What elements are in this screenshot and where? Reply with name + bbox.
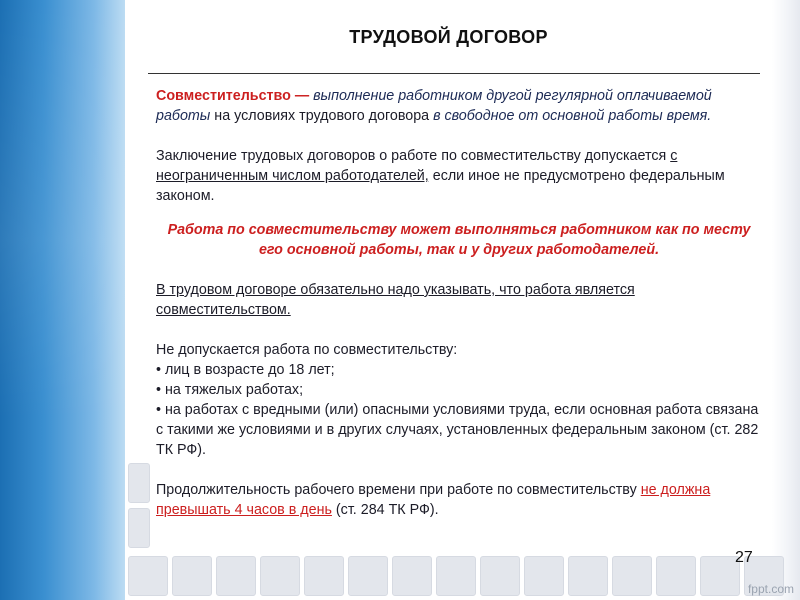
decorative-tile bbox=[304, 556, 344, 596]
definition-text-1: выполнение работником другой регулярной оплачиваемой работы bbox=[156, 88, 712, 124]
side-panel-gradient bbox=[0, 0, 125, 600]
decorative-tile bbox=[348, 556, 388, 596]
contract-paragraph bbox=[156, 146, 762, 206]
decorative-tile bbox=[260, 556, 300, 596]
duration-paragraph bbox=[156, 480, 762, 520]
watermark: fppt.com bbox=[747, 582, 794, 596]
contract-text-3: если иное не предусмотрено федеральным законом. bbox=[156, 168, 725, 204]
decorative-tile bbox=[612, 556, 652, 596]
slide-title: ТРУДОВОЙ ДОГОВОР bbox=[349, 27, 548, 47]
not-allowed-item: • на работах с вредными (или) опасными условиями труда, если основная работа связана с такими же условиями и в других случаях, установленных федеральным законом (ст. 282 ТК РФ). bbox=[156, 402, 759, 458]
definition-term: Совместительство — bbox=[156, 88, 310, 104]
highlight-paragraph: Работа по совместительству может выполняться работником как по месту его основной работы, так и у других работодателей. bbox=[167, 222, 751, 258]
definition-text-3: в свободное от основной работы время. bbox=[433, 108, 712, 124]
decorative-tile bbox=[480, 556, 520, 596]
page-number: 27 bbox=[735, 549, 753, 566]
decorative-tile bbox=[172, 556, 212, 596]
decorative-tile bbox=[392, 556, 432, 596]
not-allowed-item: • лиц в возрасте до 18 лет; bbox=[156, 362, 335, 378]
contract-text-underlined: с неограниченным числом работодателей, bbox=[156, 148, 678, 184]
slide-body bbox=[156, 86, 762, 520]
decorative-tile bbox=[568, 556, 608, 596]
decorative-tile bbox=[128, 508, 150, 548]
must-indicate-paragraph: В трудовом договоре обязательно надо указывать, что работа является совместительством. bbox=[156, 282, 635, 318]
decorative-tile bbox=[524, 556, 564, 596]
decorative-right-edge bbox=[772, 0, 800, 600]
decorative-tile bbox=[700, 556, 740, 596]
not-allowed-item: • на тяжелых работах; bbox=[156, 382, 304, 398]
duration-text-1: Продолжительность рабочего времени при работе по совместительству bbox=[156, 482, 641, 498]
decorative-tile bbox=[436, 556, 476, 596]
decorative-tile bbox=[128, 556, 168, 596]
duration-text-red: не должна превышать 4 часов в день bbox=[156, 482, 711, 518]
definition-text-2: на условиях трудового договора bbox=[210, 108, 434, 124]
decorative-tile bbox=[656, 556, 696, 596]
duration-text-3: (ст. 284 ТК РФ). bbox=[331, 502, 439, 518]
not-allowed-intro: Не допускается работа по совместительству: bbox=[156, 342, 458, 358]
definition-paragraph bbox=[156, 86, 762, 126]
decorative-side-panel bbox=[0, 0, 125, 600]
contract-text-1: Заключение трудовых договоров о работе по совместительству допускается bbox=[156, 148, 671, 164]
title-divider bbox=[148, 73, 760, 74]
decorative-tile bbox=[128, 463, 150, 503]
decorative-tile bbox=[216, 556, 256, 596]
